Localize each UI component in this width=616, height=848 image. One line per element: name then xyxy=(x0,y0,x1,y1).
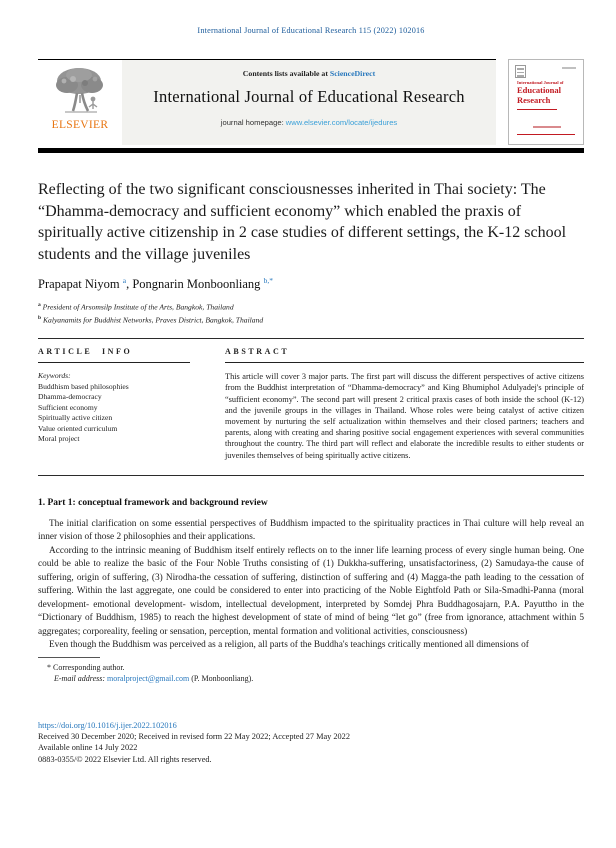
footnote-rule xyxy=(38,657,100,658)
author-2-affil-ref[interactable]: b,* xyxy=(263,276,273,285)
homepage-line xyxy=(122,118,496,127)
info-box-bottom-rule xyxy=(38,475,584,476)
elsevier-wordmark: ELSEVIER xyxy=(51,119,109,131)
cover-small-heading: International Journal of xyxy=(517,80,564,85)
article-info-column xyxy=(38,347,190,461)
abstract-rule xyxy=(225,362,584,363)
article-title: Reflecting of the two significant consciousnesses inherited in Thai society: The “Dhamma-democracy and sufficient economy” which enabled the praxis of spiritually active citizenship in 2 case studies of different settings, the K-12 school students and the village juveniles xyxy=(38,181,567,263)
info-box xyxy=(38,347,584,461)
keyword-item: Moral project xyxy=(38,434,80,444)
email-line xyxy=(38,673,584,684)
author-1-affil-ref[interactable]: a xyxy=(122,276,127,285)
abstract-text: This article will cover 3 major parts. The first part will discuss the different perspectives of active citizens from the Buddhist interpretation of “Dhamma-democracy” and King Bhumiphol Adulyadej's principle of “sufficient economy”. The second part will present 2 critical praxis cases of both inside the school (K-12) and the juvenile groups in the villages in Thailand. Whose roles were being catalyst of active citizen movement by nurturing the self actualization within themselves and their closed partners; teachers and parents, along with creating and sharing positive social engagement experiences with several communities throughout the country. The third part will reflect and elaborate the incredible results to either students or juveniles themselves of being spiritually active citizens. xyxy=(225,372,584,460)
email-label: E-mail address: xyxy=(54,673,106,683)
keywords-label: Keywords: xyxy=(38,371,71,381)
journal-banner-row xyxy=(38,59,584,145)
keyword-item: Value oriented curriculum xyxy=(38,423,118,433)
keyword-item: Sufficient economy xyxy=(38,402,98,412)
cover-rule-1 xyxy=(517,109,557,110)
doi-link[interactable]: https://doi.org/10.1016/j.ijer.2022.102016 xyxy=(38,720,177,730)
email-suffix: (P. Monboonliang). xyxy=(189,673,254,683)
footnote-block xyxy=(38,657,584,684)
cover-issue-text-bar xyxy=(562,67,576,69)
author-line xyxy=(38,276,584,292)
article-info-header: ARTICLE INFO xyxy=(38,347,133,357)
received-dates: Received 30 December 2020; Received in revised form 22 May 2022; Accepted 27 May 2022 xyxy=(38,732,350,742)
author-1: Prapapat Niyom xyxy=(38,277,120,292)
banner-bottom-bar xyxy=(38,148,584,153)
journal-banner xyxy=(38,59,496,145)
cover-rule-2 xyxy=(533,126,561,128)
body-paragraph: The initial clarification on some essential perspectives of Buddhism impacted to the spirituality practices in Thai culture will help reveal an inner vision of those 2 philosophies and their applications. xyxy=(38,518,584,543)
journal-cover-thumbnail xyxy=(508,59,584,145)
journal-name: International Journal of Educational Research xyxy=(153,87,465,106)
cover-title-line1: Educational xyxy=(517,85,561,95)
body-paragraph: Even though the Buddhism was perceived as a religion, all parts of the Buddha's teachings critically mentioned all dimensions of xyxy=(49,640,529,651)
affiliation-b-sup: b xyxy=(38,315,42,322)
affiliation-a-text: President of Arsomsilp Institute of the Arts, Bangkok, Thailand xyxy=(42,302,234,312)
author-2: Pongnarin Monboonliang xyxy=(132,277,261,292)
email-link[interactable]: moralproject@gmail.com xyxy=(107,673,190,683)
affiliation-a-sup: a xyxy=(38,302,41,309)
affiliation-b-text: Kalyanamits for Buddhist Networks, Praves District, Bangkok, Thailand xyxy=(42,315,264,325)
keyword-item: Spiritually active citizen xyxy=(38,413,113,423)
section-heading: 1. Part 1: conceptual framework and background review xyxy=(38,497,268,508)
available-online: Available online 14 July 2022 xyxy=(38,743,138,753)
affiliations xyxy=(38,300,584,326)
corresponding-author-note: * Corresponding author. xyxy=(47,662,125,672)
cover-title xyxy=(517,86,561,105)
contents-line xyxy=(122,69,496,78)
affiliation-b xyxy=(38,313,584,326)
abstract-column xyxy=(225,347,584,461)
sciencedirect-link[interactable]: ScienceDirect xyxy=(329,69,376,78)
homepage-url-link[interactable]: www.elsevier.com/locate/ijedures xyxy=(285,118,398,127)
keyword-item: Buddhism based philosophies xyxy=(38,381,129,391)
cover-title-line2: Research xyxy=(517,94,551,105)
homepage-prefix: journal homepage: xyxy=(220,118,286,127)
keyword-item: Dhamma-democracy xyxy=(38,392,102,402)
cover-publisher-mark-icon xyxy=(515,65,526,78)
contents-prefix: Contents lists available at xyxy=(242,69,330,78)
running-head-citation: International Journal of Educational Research 115 (2022) 102016 xyxy=(197,26,425,35)
abstract-header: ABSTRACT xyxy=(225,347,290,357)
body-paragraph: According to the intrinsic meaning of Buddhism itself entirely reflects on to the inner life learning process of every single human being. One could be able to realize the basic of the Four Noble Truths consisting of (1) Dukkha-suffering, unsatisfactoriness, (2) Samudaya-the cause of suffering, origin of suffering, (3) Nirodha-the cessation of suffering, distinction of suffering and (4) Magga-the path leading to the cessation of suffering. Within the last aggregate, one could be considered to enter into practicing of the Noble Eightfold Path or Sila-Smadhi-Panna (moral development- emotional development- wisdom, intellectual development, interpreted by Somdej Phra Buddhagosajarn, P.A. Payuttho in the “Dictionary of Buddhism, 1985) to reach the highest development of state of mind of being “let go” (free from ignorance, attachment within 5 aggregates; corporeality, feeling or sensation, perception, mental formation and volitional activities, consciousness) xyxy=(38,545,584,637)
banner-center xyxy=(122,60,496,145)
copyright-line: 0883-0355/© 2022 Elsevier Ltd. All rights reserved. xyxy=(38,754,212,764)
affiliation-a xyxy=(38,300,584,313)
article-info-rule xyxy=(38,362,190,363)
info-box-top-rule xyxy=(38,338,584,339)
footer-meta xyxy=(38,720,584,765)
elsevier-tree-icon xyxy=(51,65,109,118)
elsevier-logo xyxy=(38,60,122,145)
cover-rule-3 xyxy=(517,134,575,135)
author-separator: , xyxy=(126,277,133,292)
